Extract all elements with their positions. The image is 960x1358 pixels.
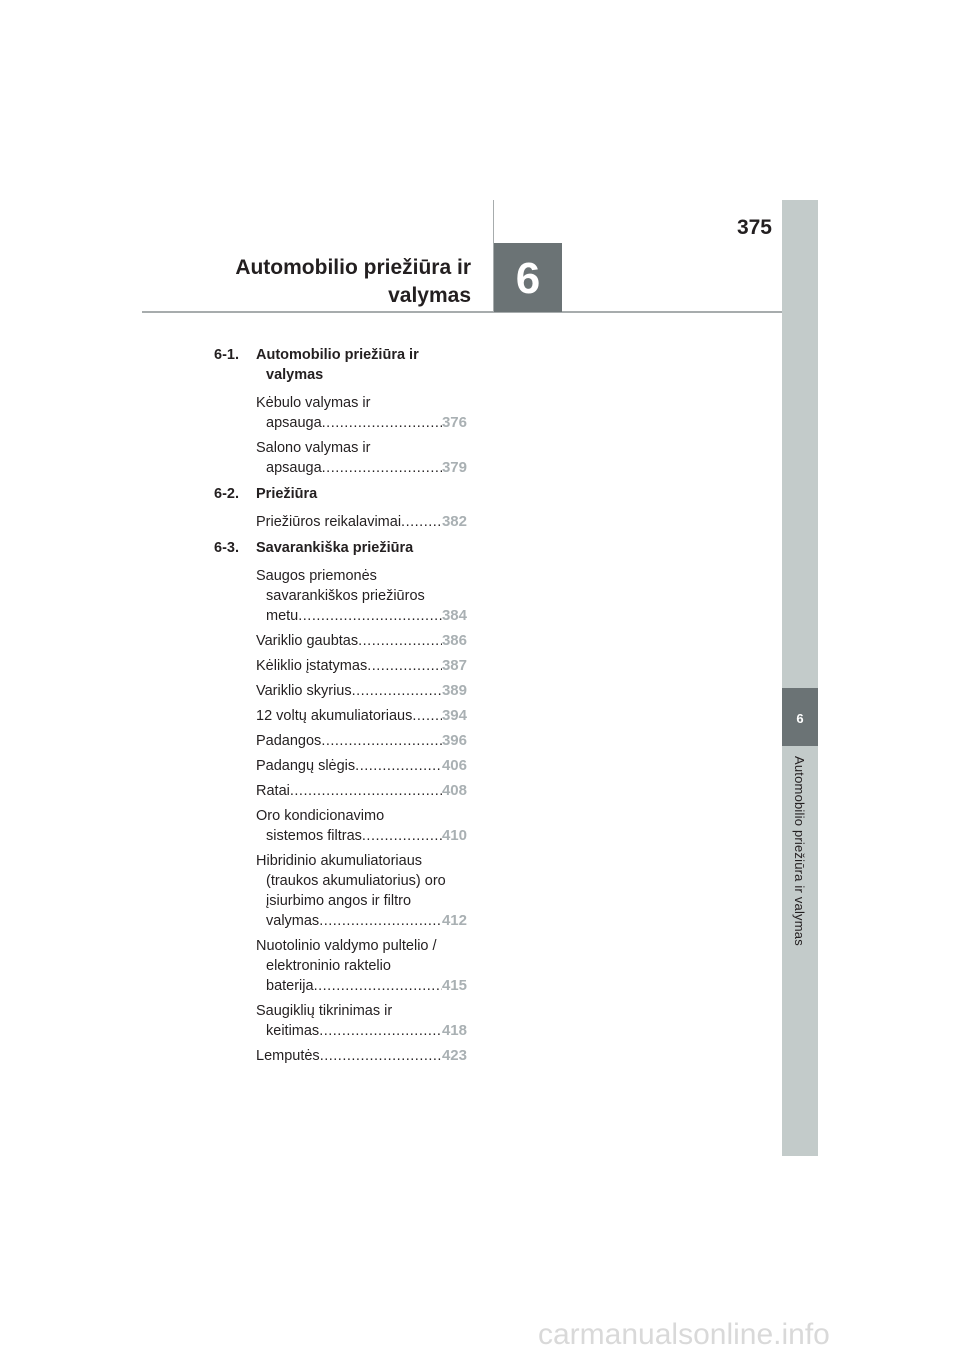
entry-line: valymas	[266, 913, 320, 929]
side-tab-number[interactable]: 6	[782, 688, 818, 746]
entry-line: įsiurbimo angos ir filtro	[266, 893, 412, 909]
entry-page-link[interactable]: 394	[441, 707, 467, 724]
toc-entry[interactable]	[256, 851, 467, 931]
entry-page-link[interactable]: 406	[441, 757, 467, 774]
entry-line: Saugos priemonės	[256, 568, 377, 584]
chapter-title	[171, 254, 471, 310]
entry-page-link[interactable]: 412	[441, 912, 467, 929]
entry-line: Nuotolinio valdymo pultelio /	[256, 938, 437, 954]
chapter-number-box: 6	[494, 243, 562, 312]
toc-entry[interactable]	[256, 393, 467, 433]
section-number: 6-1.	[214, 347, 239, 363]
section-title	[256, 345, 467, 385]
entry-line: Variklio gaubtas	[256, 633, 359, 649]
entry-line: apsauga	[266, 460, 322, 476]
entry-page-link[interactable]: 415	[441, 977, 467, 994]
toc-entry[interactable]	[256, 781, 467, 801]
chapter-title-line1: Automobilio priežiūra ir	[235, 256, 471, 279]
entry-line: Hibridinio akumuliatoriaus	[256, 853, 423, 869]
entry-line: Padangos	[256, 733, 322, 749]
entry-line: Saugiklių tikrinimas ir	[256, 1003, 393, 1019]
entry-page-link[interactable]: 376	[441, 414, 467, 431]
entry-line: (traukos akumuliatorius) oro	[266, 873, 446, 889]
entry-line: 12 voltų akumuliatoriaus	[256, 708, 413, 724]
entry-page-link[interactable]: 410	[441, 827, 467, 844]
toc-section-6-2[interactable]	[214, 484, 467, 504]
entry-line: elektroninio raktelio	[266, 958, 391, 974]
toc-section-6-3[interactable]	[214, 538, 467, 558]
entry-page-link[interactable]: 396	[441, 732, 467, 749]
entry-line: Salono valymas ir	[256, 440, 371, 456]
entry-page-link[interactable]: 389	[441, 682, 467, 699]
section-number: 6-2.	[214, 486, 239, 502]
entry-page-link[interactable]: 379	[441, 459, 467, 476]
toc-entry[interactable]	[256, 1046, 467, 1066]
entry-page-link[interactable]: 418	[441, 1022, 467, 1039]
entry-line: Padangų slėgis	[256, 758, 356, 774]
watermark: carmanualsonline.info	[538, 1318, 830, 1351]
section-title-line2: valymas	[266, 367, 324, 383]
toc-entry[interactable]	[256, 1001, 467, 1041]
entry-page-link[interactable]: 387	[441, 657, 467, 674]
entry-line: apsauga	[266, 415, 322, 431]
entry-page-link[interactable]: 386	[441, 632, 467, 649]
toc-entry[interactable]	[256, 806, 467, 846]
toc-entry[interactable]	[256, 656, 467, 676]
toc-entry[interactable]	[256, 706, 467, 726]
entry-page-link[interactable]: 408	[441, 782, 467, 799]
entry-line: sistemos filtras	[266, 828, 362, 844]
entry-line: Ratai	[256, 783, 290, 799]
entry-line: baterija	[266, 978, 314, 994]
toc-entry[interactable]	[256, 566, 467, 626]
entry-line: Priežiūros reikalavimai	[256, 514, 402, 530]
toc-entry[interactable]	[256, 512, 467, 532]
toc-entry[interactable]	[256, 756, 467, 776]
section-title-line1: Automobilio priežiūra ir	[256, 347, 419, 363]
table-of-contents	[214, 345, 467, 1071]
entry-line: metu	[266, 608, 299, 624]
toc-entry[interactable]	[256, 681, 467, 701]
side-tab-label: Automobilio priežiūra ir valymas	[792, 756, 807, 946]
section-title: Savarankiška priežiūra	[256, 540, 414, 556]
entry-line: Oro kondicionavimo	[256, 808, 385, 824]
toc-entry[interactable]	[256, 936, 467, 996]
chapter-title-line2: valymas	[388, 284, 471, 307]
entry-line: Lemputės	[256, 1048, 320, 1064]
header-rule	[142, 311, 782, 313]
section-title: Priežiūra	[256, 486, 318, 502]
entry-line: keitimas	[266, 1023, 320, 1039]
toc-entry[interactable]	[256, 631, 467, 651]
entry-page-link[interactable]: 382	[441, 513, 467, 530]
entry-line: savarankiškos priežiūros	[266, 588, 425, 604]
toc-section-6-1[interactable]	[214, 345, 467, 385]
entry-line: Variklio skyrius	[256, 683, 352, 699]
page-number: 375	[736, 216, 772, 239]
entry-line: Kėliklio įstatymas	[256, 658, 368, 674]
toc-entry[interactable]	[256, 731, 467, 751]
side-strip	[782, 200, 818, 1156]
entry-page-link[interactable]: 423	[441, 1047, 467, 1064]
section-number: 6-3.	[214, 540, 239, 556]
toc-entry[interactable]	[256, 438, 467, 478]
entry-line: Kėbulo valymas ir	[256, 395, 371, 411]
entry-page-link[interactable]: 384	[441, 607, 467, 624]
